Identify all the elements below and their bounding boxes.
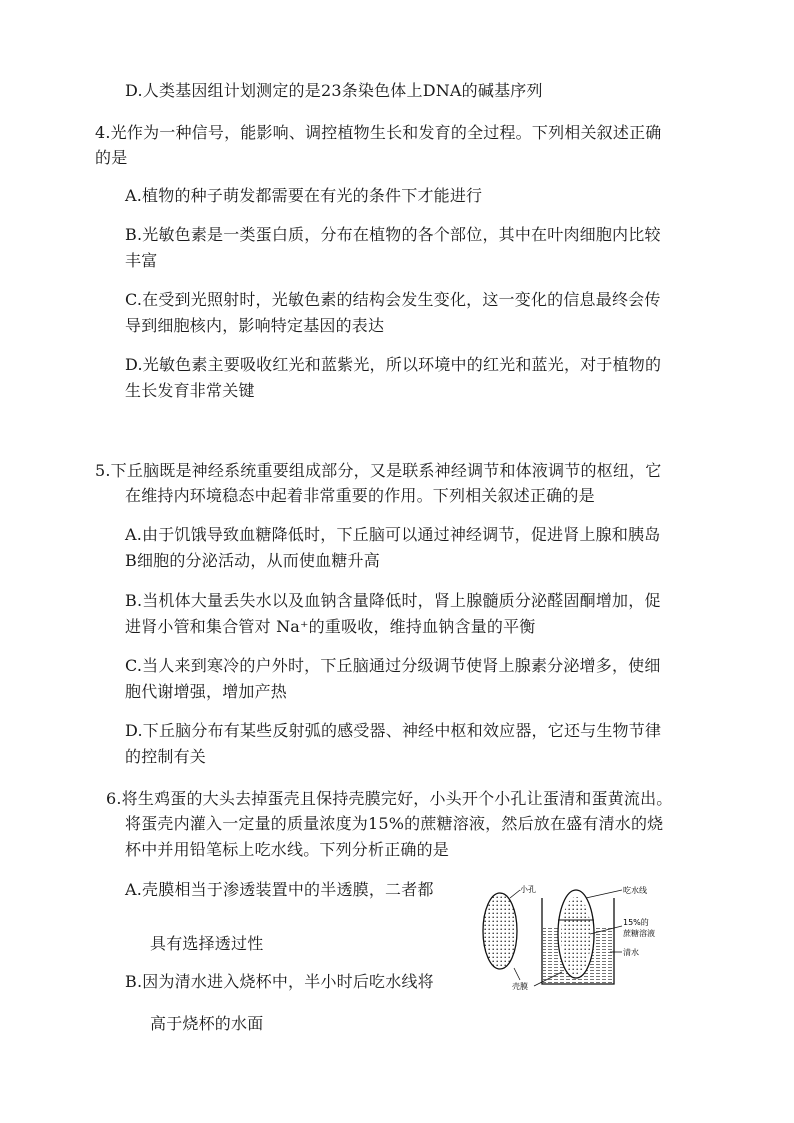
question-4-stem-line-2: 的是: [95, 148, 128, 167]
question-4-option-b-line-2: 丰富: [125, 251, 158, 270]
question-4-stem-line-1: 4.光作为一种信号，能影响、调控植物生长和发育的全过程。下列相关叙述正确: [95, 123, 662, 142]
question-5-option-d-line-1: D.下丘脑分布有某些反射弧的感受器、神经中枢和效应器，它还与生物节律: [125, 721, 662, 740]
label-sucrose-line-2: 蔗糖溶液: [623, 929, 655, 938]
question-6-stem-line-1: 6.将生鸡蛋的大头去掉蛋壳且保持壳膜完好，小头开个小孔让蛋清和蛋黄流出。: [106, 789, 673, 808]
label-waterline: 吃水线: [623, 886, 647, 895]
question-6-option-a-line-1: A.壳膜相当于渗透装置中的半透膜，二者都: [125, 880, 434, 899]
beaker-egg-solution: [561, 897, 591, 975]
question-5-stem-line-1: 5.下丘脑既是神经系统重要组成部分，又是联系神经调节和体液调节的枢纽，它: [95, 461, 662, 480]
question-4-option-c-line-1: C.在受到光照射时，光敏色素的结构会发生变化，这一变化的信息最终会传: [125, 290, 661, 309]
question-4-option-d-line-2: 生长发育非常关键: [125, 381, 255, 400]
question-4-option-d-line-1: D.光敏色素主要吸收红光和蓝紫光，所以环境中的红光和蓝光，对于植物的: [125, 355, 662, 374]
question-5-option-c-line-1: C.当人来到寒冷的户外时，下丘脑通过分级调节使肾上腺素分泌增多，使细: [125, 656, 661, 675]
question-5-option-d-line-2: 的控制有关: [125, 747, 207, 766]
question-4-option-b-line-1: B.光敏色素是一类蛋白质，分布在植物的各个部位，其中在叶肉细胞内比较: [125, 225, 661, 244]
label-membrane: 壳膜: [512, 982, 528, 991]
hole-pointer: [510, 890, 520, 898]
question-5-option-a-line-2: B细胞的分泌活动，从而使血糖升高: [125, 551, 380, 570]
question-5-stem-line-2: 在维持内环境稳态中起着非常重要的作用。下列相关叙述正确的是: [125, 486, 595, 505]
question-3-option-d: D.人类基因组计划测定的是23条染色体上DNA的碱基序列: [125, 81, 543, 100]
osmosis-egg-diagram: [476, 876, 676, 994]
question-4-option-a: A.植物的种子萌发都需要在有光的条件下才能进行: [125, 186, 483, 205]
label-water: 清水: [623, 948, 639, 957]
question-4-option-c-line-2: 导到细胞核内，影响特定基因的表达: [125, 316, 385, 335]
question-6-option-a-line-2: 具有选择透过性: [150, 934, 264, 953]
question-6-stem-line-3: 杯中并用铅笔标上吃水线。下列分析正确的是: [125, 840, 450, 859]
question-5-option-b-line-1: B.当机体大量丢失水以及血钠含量降低时，肾上腺髓质分泌醛固酮增加，促: [125, 591, 661, 610]
label-sucrose-line-1: 15%的: [623, 918, 649, 927]
question-6-option-b-line-1: B.因为清水进入烧杯中，半小时后吃水线将: [125, 972, 434, 991]
left-egg-shape: [483, 893, 517, 969]
question-6-stem-line-2: 将蛋壳内灌入一定量的质量浓度为15%的蔗糖溶液，然后放在盛有清水的烧: [125, 814, 664, 833]
question-5-option-a-line-1: A.由于饥饿导致血糖降低时，下丘脑可以通过神经调节，促进肾上腺和胰岛: [125, 525, 661, 544]
label-hole: 小孔: [520, 885, 536, 894]
question-5-option-c-line-2: 胞代谢增强，增加产热: [125, 682, 288, 701]
question-5-option-b-line-2: 进肾小管和集合管对 Na⁺的重吸收，维持血钠含量的平衡: [125, 617, 536, 636]
question-6-option-b-line-2: 高于烧杯的水面: [150, 1014, 264, 1033]
